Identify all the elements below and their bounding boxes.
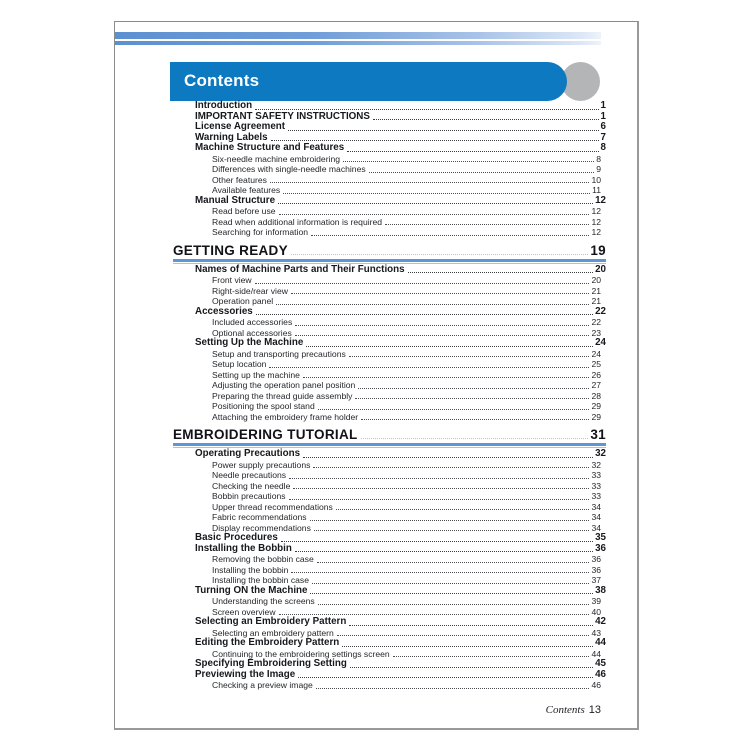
dot-leader [312,583,589,584]
entry-label: Basic Procedures [195,532,278,543]
entry-label: Attaching the embroidery frame holder [212,411,359,422]
stripe-upper [115,32,601,39]
toc-entry [115,533,606,544]
entry-label: Power supply precautions [212,459,311,470]
toc-entry [115,449,606,460]
entry-page-number: 34 [591,512,601,522]
dot-leader [306,346,593,347]
entry-label: Operating Precautions [195,448,301,459]
entry-label: Included accessories [212,317,293,327]
toc-entry [115,275,606,286]
toc [115,101,637,691]
entry-page-number: 8 [600,142,606,153]
entry-label: Screen overview [212,606,276,617]
footer-page-number: 13 [588,704,601,716]
entry-page-number: 26 [591,369,601,380]
dot-leader [343,161,594,162]
entry-label: Continuing to the embroidering settings screen [212,648,390,659]
entry-label: Understanding the screens [212,596,315,606]
entry-label: Setting up the machine [212,369,300,380]
entry-label: IMPORTANT SAFETY INSTRUCTIONS [195,110,370,122]
dot-leader [350,667,593,668]
dot-leader [255,109,598,110]
toc-entry [115,659,606,670]
dot-leader [347,151,598,152]
toc-entry [115,227,606,238]
contents-title-bar [170,62,567,101]
manual-page [114,21,639,730]
dot-leader [337,635,590,636]
entry-page-number: 37 [591,575,601,585]
dot-leader [283,193,590,194]
entry-label: Setup location [212,359,267,369]
entry-label: Front view [212,275,252,285]
dot-leader [336,509,590,510]
page-title: Contents [184,71,260,90]
entry-label: Searching for information [212,227,309,237]
dot-leader [314,530,590,531]
toc-entry [115,133,606,144]
toc-entry [115,349,606,360]
entry-page-number: 36 [591,554,601,564]
toc-entry [115,317,606,328]
entry-page-number: 8 [596,153,601,164]
toc-entry [115,185,606,196]
entry-label: Fabric recommendations [212,512,307,522]
entry-page-number: 32 [591,459,601,470]
dot-leader [295,335,590,336]
toc-entry [115,328,606,339]
dot-leader [281,541,593,542]
page-footer [546,704,601,716]
entry-label: Setup and transporting precautions [212,348,346,359]
toc-entry [115,265,606,276]
entry-page-number: 25 [591,359,601,369]
dot-leader [276,304,589,305]
entry-label: Machine Structure and Features [195,142,345,153]
entry-label: Other features [212,174,267,185]
dot-leader [318,604,590,605]
dot-leader [303,377,590,378]
entry-label: Optional accessories [212,327,292,338]
entry-page-number: 20 [591,275,601,285]
dot-leader [278,203,593,204]
entry-page-number: 29 [591,411,601,422]
entry-label: Read when additional information is required [212,216,383,227]
toc-entry [115,391,606,402]
entry-page-number: 35 [595,532,606,543]
toc-entry [115,401,606,412]
entry-label: Setting Up the Machine [195,337,304,348]
entry-label: Bobbin precautions [212,491,286,501]
toc-entry [115,680,606,691]
toc-entry [115,565,606,576]
dot-leader [295,325,589,326]
dot-leader [361,438,589,439]
dot-leader [342,646,593,647]
toc-entry [115,638,606,649]
entry-page-number: 7 [600,131,606,143]
entry-page-number: 27 [591,380,601,390]
entry-label: Installing the bobbin case [212,575,309,585]
dot-leader [269,367,589,368]
dot-leader [355,398,589,399]
entry-label: Available features [212,185,281,195]
section-rule [173,259,606,264]
entry-label: Accessories [195,305,253,317]
entry-label: Needle precautions [212,470,287,480]
toc-entry [115,491,606,502]
entry-page-number: 21 [591,296,601,306]
entry-page-number: 28 [591,390,601,401]
footer-section-label: Contents [545,704,585,716]
toc-section-title: EMBROIDERING TUTORIAL [173,427,358,442]
toc-entry [115,412,606,423]
toc-entry [115,470,606,481]
toc-entry [115,512,606,523]
toc-entry [115,617,606,628]
dot-leader [255,283,590,284]
dot-leader [385,224,589,225]
dot-leader [271,140,599,141]
section-page-number: 19 [590,242,606,258]
toc-section-title: GETTING READY [173,242,288,258]
entry-label: Adjusting the operation panel position [212,380,356,390]
entry-label: Warning Labels [195,131,268,143]
entry-label: Previewing the Image [195,668,296,680]
dot-leader [316,688,590,689]
entry-label: Introduction [195,100,253,111]
entry-page-number: 1 [600,100,606,111]
toc-entry [115,154,606,165]
dot-leader [279,614,590,615]
entry-label: Manual Structure [195,194,276,206]
dot-leader [298,677,593,678]
dot-leader [270,182,590,183]
entry-label: Right-side/rear view [212,285,288,296]
stripe-lower [115,41,601,45]
toc-entry [115,596,606,607]
dot-leader [373,119,599,120]
toc-entry [115,122,606,133]
toc-entry [115,523,606,534]
toc-entry [115,586,606,597]
toc-entry [115,554,606,565]
entry-page-number: 42 [595,616,606,627]
entry-page-number: 34 [591,501,601,512]
entry-label: Removing the bobbin case [212,554,314,564]
dot-leader [349,356,590,357]
dot-leader [291,572,589,573]
toc-entry [115,164,606,175]
entry-page-number: 29 [591,401,601,411]
toc-entry [115,143,606,154]
entry-label: Upper thread recommendations [212,501,333,512]
entry-page-number: 11 [592,185,601,195]
entry-page-number: 12 [591,227,601,237]
toc-entry [115,607,606,618]
dot-leader [361,419,589,420]
dot-leader [349,625,593,626]
dot-leader [408,272,594,273]
entry-page-number: 40 [591,606,601,617]
entry-label: Operation panel [212,296,274,306]
toc-entry [115,544,606,555]
entry-label: Checking the needle [212,480,291,491]
entry-label: Installing the bobbin [212,564,289,575]
entry-page-number: 33 [591,480,601,491]
entry-page-number: 20 [595,263,606,275]
entry-page-number: 39 [591,596,601,606]
toc-entry [115,481,606,492]
toc-entry [115,460,606,471]
dot-leader [358,388,589,389]
entry-label: Preparing the thread guide assembly [212,390,353,401]
entry-page-number: 34 [591,522,601,533]
entry-page-number: 6 [600,121,606,132]
dot-leader [291,293,589,294]
entry-page-number: 32 [595,448,606,459]
entry-page-number: 43 [591,627,601,638]
toc-entry [115,380,606,391]
entry-page-number: 12 [591,206,601,216]
dot-leader [289,478,589,479]
toc-entry [115,575,606,586]
entry-label: Names of Machine Parts and Their Functions [195,263,405,275]
entry-page-number: 38 [595,584,606,596]
entry-page-number: 24 [595,337,606,348]
toc-entry [115,196,606,207]
entry-label: Display recommendations [212,522,311,533]
toc-entry [115,359,606,370]
toc-entry [115,670,606,681]
entry-label: Installing the Bobbin [195,542,292,554]
entry-page-number: 22 [591,317,601,327]
entry-page-number: 23 [591,327,601,338]
entry-page-number: 22 [595,305,606,317]
dot-leader [310,593,593,594]
dot-leader [311,235,589,236]
toc-entry [115,286,606,297]
toc-entry [115,112,606,123]
entry-page-number: 10 [591,174,601,185]
entry-page-number: 21 [591,285,601,296]
entry-label: Editing the Embroidery Pattern [195,637,340,648]
dot-leader [288,130,599,131]
toc-entry [115,649,606,660]
dot-leader [317,562,590,563]
entry-label: Checking a preview image [212,680,313,690]
entry-page-number: 33 [591,491,601,501]
toc-entry [115,338,606,349]
entry-label: Six-needle machine embroidering [212,153,341,164]
dot-leader [313,467,589,468]
toc-entry [115,370,606,381]
dot-leader [295,551,593,552]
dot-leader [369,172,595,173]
dot-leader [256,314,593,315]
entry-page-number: 44 [595,637,606,648]
toc-entry [115,628,606,639]
toc-section-header [115,427,606,443]
dot-leader [289,499,590,500]
entry-page-number: 46 [591,680,601,690]
dot-leader [279,214,590,215]
entry-page-number: 36 [591,564,601,575]
contents-header [170,62,610,101]
entry-label: Selecting an embroidery pattern [212,627,334,638]
entry-page-number: 12 [591,216,601,227]
toc-entry [115,296,606,307]
toc-entry [115,101,606,112]
entry-page-number: 44 [591,648,601,659]
dot-leader [293,488,589,489]
toc-entry [115,217,606,228]
toc-entry [115,175,606,186]
toc-section-header [115,243,606,259]
entry-page-number: 46 [595,668,606,680]
entry-label: Positioning the spool stand [212,401,315,411]
entry-page-number: 36 [595,542,606,554]
entry-page-number: 45 [595,658,606,669]
dot-leader [310,520,590,521]
entry-page-number: 24 [591,348,601,359]
entry-page-number: 12 [595,194,606,206]
entry-label: License Agreement [195,121,286,132]
dot-leader [393,656,590,657]
dot-leader [303,457,593,458]
entry-page-number: 1 [600,110,606,122]
entry-label: Selecting an Embroidery Pattern [195,616,347,627]
entry-label: Differences with single-needle machines [212,164,366,174]
dot-leader [318,409,590,410]
entry-page-number: 9 [596,164,601,174]
section-page-number: 31 [590,427,606,442]
entry-label: Turning ON the Machine [195,584,308,596]
top-stripe-band [115,32,601,45]
entry-label: Read before use [212,206,276,216]
dot-leader [291,254,588,255]
toc-entry [115,307,606,318]
entry-label: Specifying Embroidering Setting [195,658,347,669]
entry-page-number: 33 [591,470,601,480]
toc-entry [115,502,606,513]
toc-entry [115,206,606,217]
